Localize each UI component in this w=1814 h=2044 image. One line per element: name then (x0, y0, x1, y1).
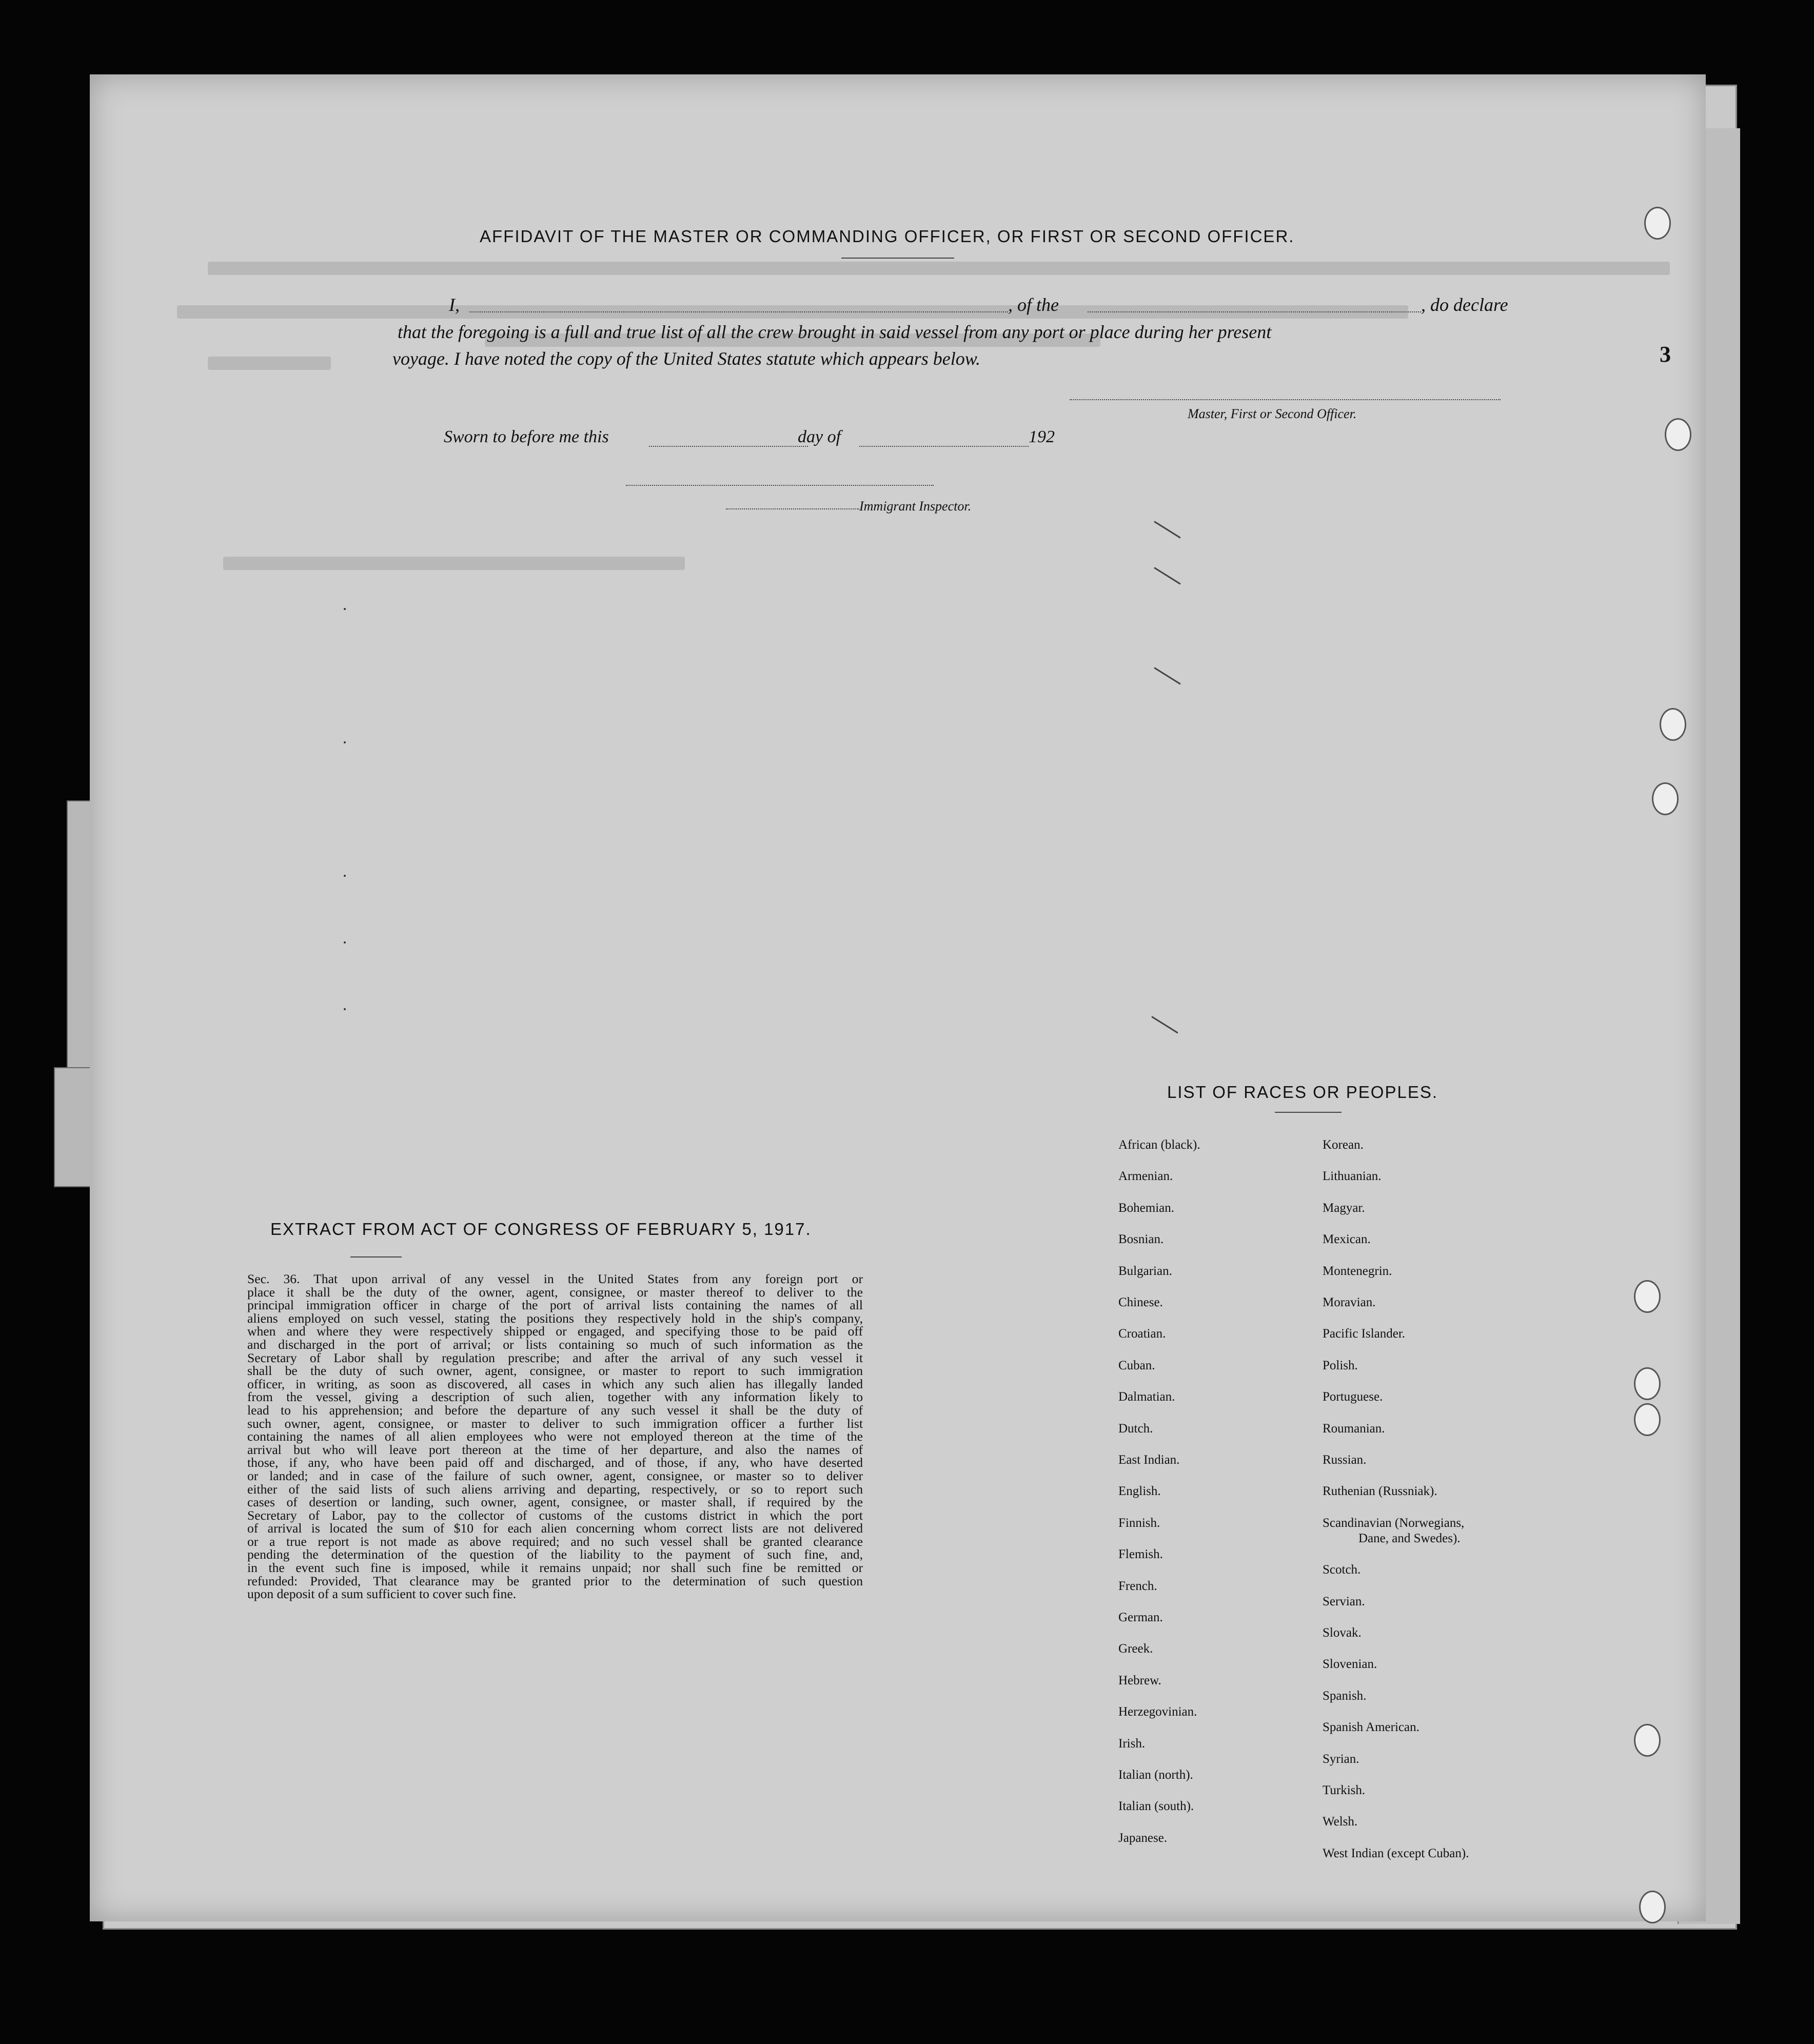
race-item: Cuban. (1118, 1358, 1155, 1372)
race-item: Turkish. (1323, 1783, 1366, 1797)
race-item: Spanish American. (1323, 1720, 1419, 1735)
race-item: Dalmatian. (1118, 1390, 1175, 1404)
race-item: Magyar. (1323, 1201, 1365, 1215)
act-line: refunded: Provided, That clearance may be granted prior to the determination of such question (247, 1573, 863, 1588)
race-item: West Indian (except Cuban). (1323, 1846, 1469, 1860)
act-line: such owner, agent, consignee, or master to deliver to such immigration officer a further list (247, 1416, 863, 1431)
race-item: Moravian. (1323, 1295, 1376, 1309)
race-item: Chinese. (1118, 1295, 1163, 1309)
inspector-dotted-lead (726, 508, 859, 509)
race-item: Italian (south). (1118, 1799, 1194, 1814)
race-item: French. (1118, 1579, 1157, 1593)
race-item: Slovak. (1323, 1626, 1362, 1640)
race-item: Roumanian. (1323, 1421, 1385, 1436)
binding-hole (1665, 418, 1691, 451)
speck (344, 1008, 346, 1010)
speck (344, 875, 346, 877)
vessel-blank (1088, 311, 1421, 312)
race-item: Bohemian. (1118, 1201, 1175, 1215)
race-item: Polish. (1323, 1358, 1358, 1372)
race-item: Irish. (1118, 1736, 1146, 1751)
pen-mark (1151, 1016, 1178, 1033)
race-item: Armenian. (1118, 1169, 1173, 1184)
name-blank (469, 311, 1008, 312)
act-title-rule (350, 1256, 402, 1257)
race-item: Lithuanian. (1323, 1169, 1382, 1184)
race-item: Pacific Islander. (1323, 1327, 1406, 1341)
race-item: Slovenian. (1323, 1657, 1377, 1672)
sworn-day-of: day of (798, 427, 841, 446)
affidavit-line-3: voyage. I have noted the copy of the United States statute which appears below. (392, 348, 981, 369)
margin-mark: 3 (1660, 342, 1671, 367)
race-item: Spanish. (1323, 1688, 1367, 1703)
race-item: Italian (north). (1118, 1768, 1193, 1782)
race-item: Dane, and Swedes). (1358, 1531, 1461, 1545)
act-line: Secretary of Labor, pay to the collector of customs of the customs district in which the port (247, 1507, 863, 1523)
act-line: when and where they were respectively shipped or engaged, and specifying those to be paid off (247, 1324, 863, 1339)
act-line: place it shall be the duty of the owner, agent, consignee, or master thereof to deliver to the (247, 1284, 863, 1300)
act-line: either of the said lists of such aliens arriving and departing, respectively, or so to report such (247, 1481, 863, 1497)
race-item: Mexican. (1323, 1232, 1371, 1247)
binding-hole (1634, 1367, 1661, 1400)
pen-mark (1154, 521, 1180, 538)
race-item: Scotch. (1323, 1563, 1361, 1577)
act-line: lead to his apprehension; and before the departure of any such vessel it shall be the duty of (247, 1402, 863, 1418)
race-item: Servian. (1323, 1594, 1365, 1608)
act-line: upon deposit of a sum sufficient to cover such fine. (247, 1586, 517, 1602)
races-title-rule (1275, 1112, 1342, 1113)
inspector-label: Immigrant Inspector. (859, 499, 972, 514)
sworn-year: 192 (1029, 427, 1055, 446)
act-line: principal immigration officer in charge of the port of arrival lists containing the names of all (247, 1298, 863, 1313)
sworn-prefix: Sworn to before me this (444, 427, 609, 446)
master-signature-line (1070, 399, 1501, 400)
race-item: Dutch. (1118, 1421, 1153, 1436)
race-item: Herzegovinian. (1118, 1705, 1197, 1719)
races-title: LIST OF RACES OR PEOPLES. (1167, 1083, 1438, 1102)
race-item: Portuguese. (1323, 1390, 1383, 1404)
act-title: EXTRACT FROM ACT OF CONGRESS OF FEBRUARY 5, 1917. (270, 1220, 812, 1239)
race-item: Croatian. (1118, 1327, 1166, 1341)
affidavit-title: AFFIDAVIT OF THE MASTER OR COMMANDING OFFICER, OR FIRST OR SECOND OFFICER. (480, 227, 1295, 246)
binding-hole (1660, 708, 1686, 741)
act-line: aliens employed on such vessel, stating the positions they respectively hold in the ship's company, (247, 1310, 863, 1326)
inspector-signature-line (626, 485, 934, 486)
binding-hole (1634, 1724, 1661, 1757)
race-item: English. (1118, 1484, 1161, 1499)
title-rule (841, 258, 954, 259)
act-line: Secretary of Labor shall by regulation prescribe; and after the arrival of any such vessel it (247, 1350, 863, 1365)
affidavit-line-2: that the foregoing is a full and true list of all the crew brought in said vessel from any port or place during her present (398, 322, 1272, 342)
act-line: or a true report is not made as above required; and no such vessel shall be granted clearance (247, 1534, 863, 1549)
month-blank (859, 446, 1029, 447)
speck (344, 741, 346, 743)
race-item: Montenegrin. (1323, 1264, 1392, 1278)
affidavit-i: I, (449, 294, 460, 315)
master-label: Master, First or Second Officer. (1188, 406, 1357, 421)
race-item: Ruthenian (Russniak). (1323, 1484, 1437, 1499)
pen-mark (1154, 667, 1180, 684)
act-line: pending the determination of the question of the liability to the payment of such fine, and, (247, 1547, 863, 1562)
binding-hole (1644, 207, 1671, 240)
act-line: containing the names of all alien employees who were not employed thereon at the time of the (247, 1429, 863, 1444)
race-item: East Indian. (1118, 1453, 1180, 1467)
race-item: Bulgarian. (1118, 1264, 1172, 1278)
speck (344, 608, 346, 610)
act-line: cases of desertion or landing, such owner, agent, consignee, or master shall, if required by the (247, 1495, 863, 1510)
binding-hole (1639, 1891, 1666, 1923)
affidavit-do-declare: , do declare (1421, 294, 1508, 315)
act-line: of arrival is located the sum of $10 for each alien concerning whom correct lists are not delivered (247, 1521, 863, 1536)
binding-hole (1652, 782, 1679, 815)
act-body (247, 1272, 863, 1601)
act-line: shall be the duty of such owner, agent, consignee, or master to report to such immigration (247, 1363, 863, 1379)
binding-hole (1634, 1403, 1661, 1436)
affidavit-of-the: , of the (1008, 294, 1059, 315)
race-item: Korean. (1323, 1138, 1364, 1152)
race-item: German. (1118, 1610, 1163, 1624)
race-item: Hebrew. (1118, 1673, 1161, 1687)
pen-mark (1154, 567, 1180, 584)
speck (344, 941, 346, 944)
race-item: Scandinavian (Norwegians, (1323, 1516, 1465, 1530)
race-item: Greek. (1118, 1642, 1153, 1656)
day-blank (649, 446, 808, 447)
race-item: Finnish. (1118, 1516, 1160, 1530)
act-line: officer, in writing, as soon as discovered, all cases in which any such alien has illegally landed (247, 1376, 863, 1391)
act-line: arrival but who will leave port thereon at the time of her departure, and also the names of (247, 1442, 863, 1457)
act-line: or landed; and in case of the failure of such owner, agent, consignee, or master so to deliver (247, 1468, 863, 1483)
race-item: Bosnian. (1118, 1232, 1164, 1247)
race-item: Welsh. (1323, 1815, 1358, 1829)
manifest-page (90, 74, 1706, 1921)
bleed-through-text (177, 136, 1665, 700)
act-line: Sec. 36. That upon arrival of any vessel in the United States from any foreign port or (247, 1271, 863, 1286)
act-line: from the vessel, giving a description of such alien, together with any information likely to (247, 1389, 863, 1405)
race-item: Flemish. (1118, 1547, 1163, 1562)
race-item: African (black). (1118, 1138, 1200, 1152)
act-line: in the event such fine is imposed, while it remains unpaid; nor shall such fine be remitted or (247, 1560, 863, 1576)
act-line: those, if any, who have been paid off and discharged, and of those, if any, who have deserted (247, 1455, 863, 1470)
race-item: Japanese. (1118, 1831, 1168, 1845)
race-item: Russian. (1323, 1453, 1367, 1467)
race-item: Syrian. (1323, 1752, 1359, 1766)
act-line: and discharged in the port of arrival; or lists containing so much of such information as the (247, 1337, 863, 1352)
binding-hole (1634, 1280, 1661, 1313)
